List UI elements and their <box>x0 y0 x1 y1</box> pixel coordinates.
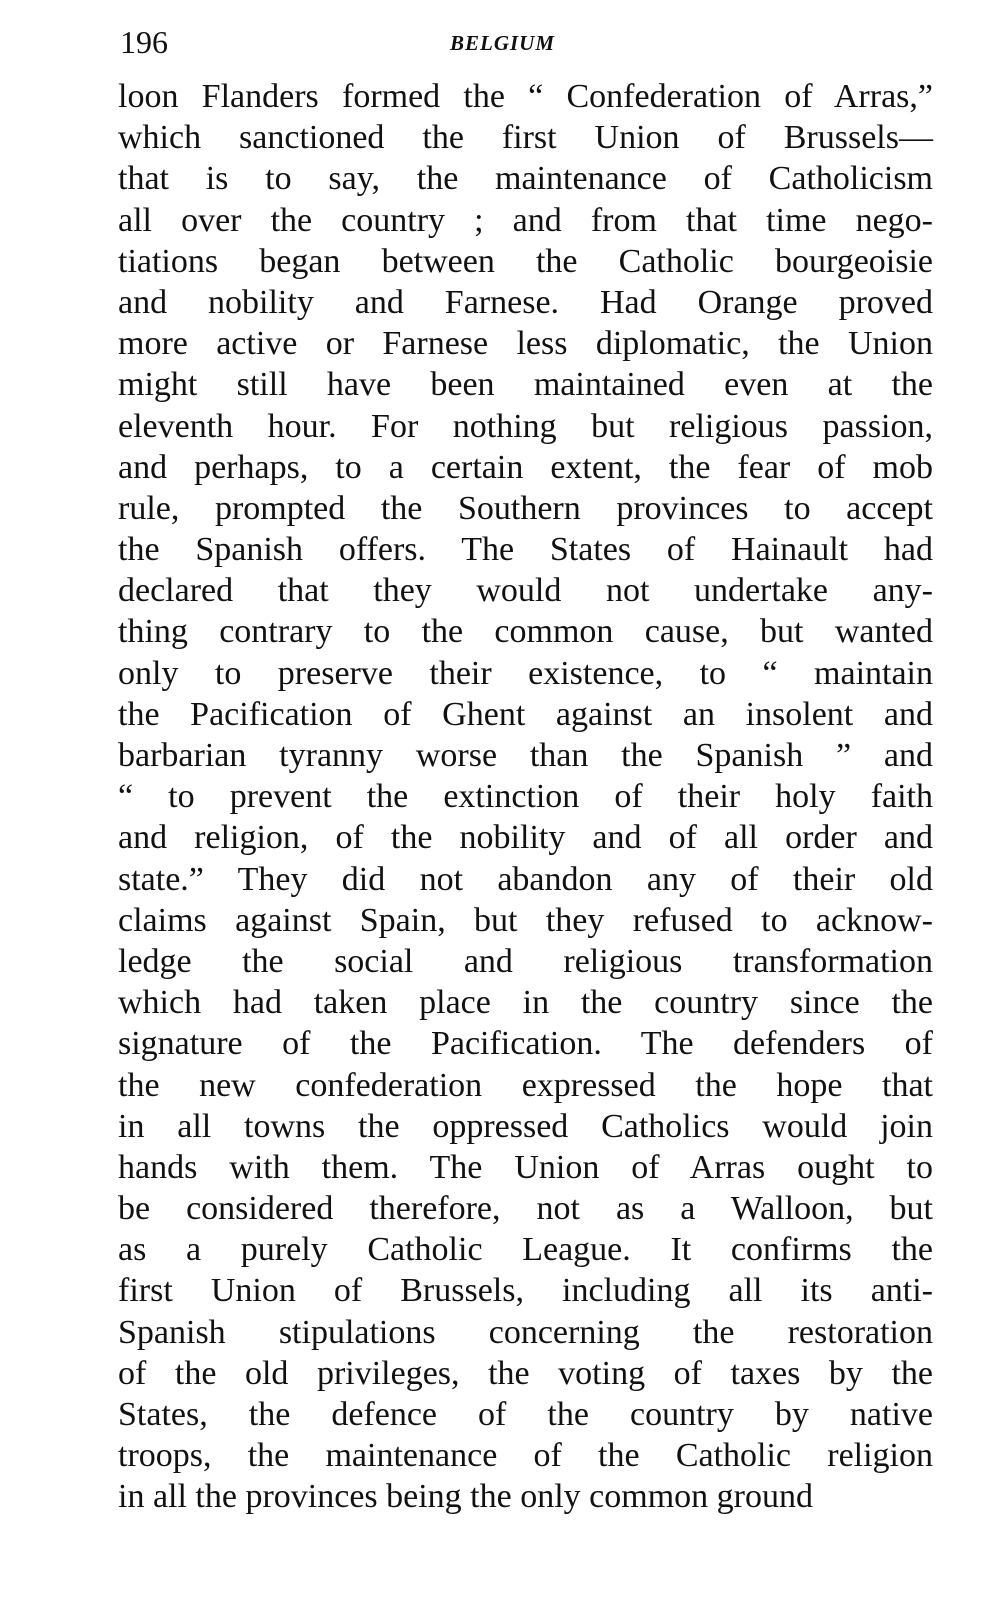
text-line: “ to prevent the extinction of their holy faith <box>118 778 933 816</box>
text-line: and religion, of the nobility and of all order and <box>118 819 933 857</box>
text-line: rule, prompted the Southern provinces to accept <box>118 489 933 527</box>
body-text <box>118 76 933 1518</box>
text-line: which sanctioned the first Union of Brussels— <box>118 119 933 157</box>
text-line: in all the provinces being the only common ground <box>118 1478 813 1516</box>
text-line: Spanish stipulations concerning the restoration <box>118 1313 933 1351</box>
text-line: thing contrary to the common cause, but wanted <box>118 613 933 651</box>
text-line: all over the country ; and from that time nego- <box>118 201 933 239</box>
text-line: States, the defence of the country by native <box>118 1396 933 1433</box>
text-line: the Pacification of Ghent against an insolent and <box>118 695 933 733</box>
text-line: barbarian tyranny worse than the Spanish ” and <box>118 737 933 774</box>
text-line: ledge the social and religious transformation <box>118 942 933 980</box>
page-number: 196 <box>120 24 168 60</box>
text-line: signature of the Pacification. The defenders of <box>118 1025 933 1063</box>
text-line: that is to say, the maintenance of Catholicism <box>118 160 933 198</box>
running-title: BELGIUM <box>450 31 556 55</box>
text-line: declared that they would not undertake any- <box>118 572 933 610</box>
text-line: hands with them. The Union of Arras ought to <box>118 1148 933 1186</box>
text-line: and perhaps, to a certain extent, the fear of mob <box>118 448 933 486</box>
text-line: eleventh hour. For nothing but religious passion, <box>118 407 933 445</box>
text-line: the Spanish offers. The States of Hainault had <box>118 531 933 569</box>
text-line: only to preserve their existence, to “ maintain <box>118 654 933 692</box>
text-line: as a purely Catholic League. It confirms the <box>118 1231 933 1269</box>
running-head <box>120 22 930 62</box>
text-line: first Union of Brussels, including all its anti- <box>118 1272 933 1310</box>
text-line: tiations began between the Catholic bourgeoisie <box>118 242 933 280</box>
text-line: state.” They did not abandon any of their old <box>118 860 933 898</box>
text-line: troops, the maintenance of the Catholic religion <box>118 1437 933 1475</box>
text-line: and nobility and Farnese. Had Orange proved <box>118 283 933 321</box>
text-line: loon Flanders formed the “ Confederation of Arras,” <box>118 78 933 115</box>
text-line: of the old privileges, the voting of taxes by the <box>118 1354 933 1392</box>
text-line: be considered therefore, not as a Walloon, but <box>118 1190 933 1228</box>
text-line: the new confederation expressed the hope that <box>118 1066 933 1104</box>
text-line: claims against Spain, but they refused to acknow- <box>118 901 933 939</box>
text-line: might still have been maintained even at the <box>118 366 933 404</box>
text-line: which had taken place in the country since the <box>118 984 933 1022</box>
text-line: in all towns the oppressed Catholics would join <box>118 1107 933 1145</box>
text-line: more active or Farnese less diplomatic, the Union <box>118 325 933 363</box>
